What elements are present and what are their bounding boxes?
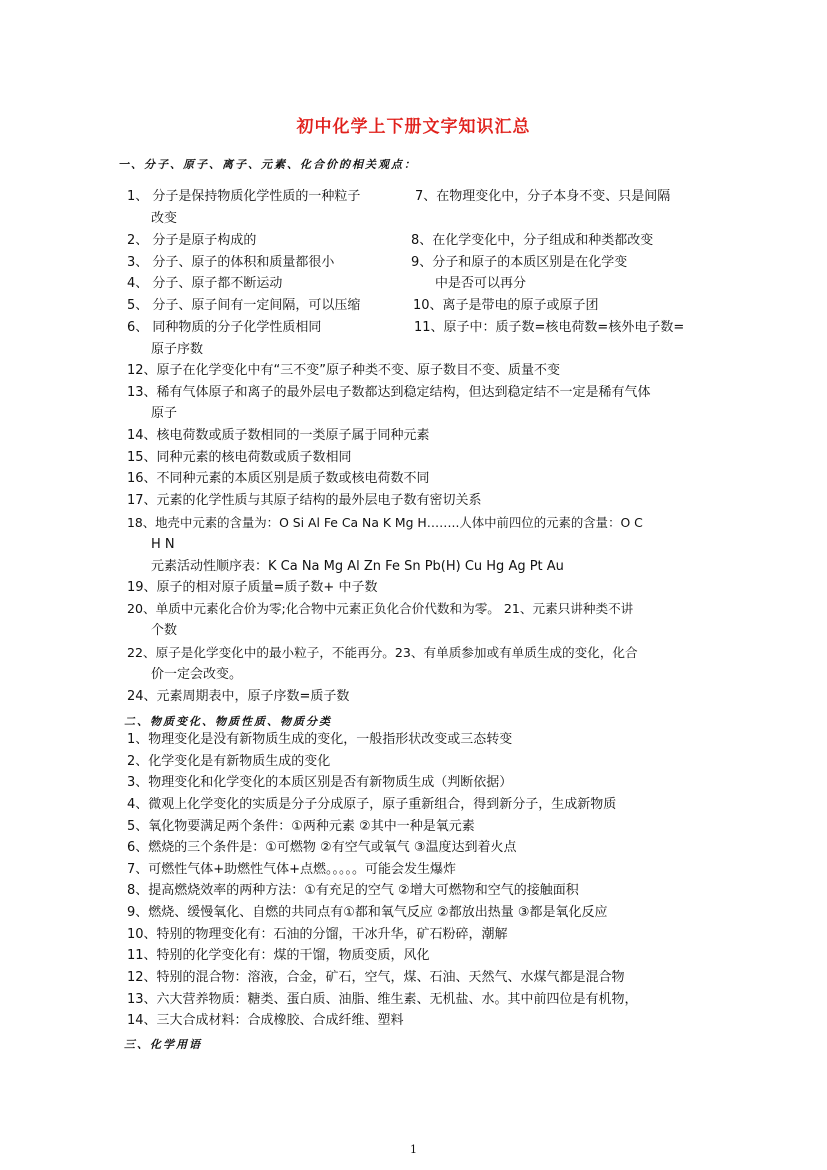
text-line: 1、物理变化是没有新物质生成的变化，一般指形状改变或三态转变 [127, 732, 513, 747]
text-line: 5、氧化物要满足两个条件：①两种元素 ②其中一种是氧元素 [127, 819, 475, 834]
text-line: 11、原子中：质子数=核电荷数=核外电子数= [414, 320, 685, 335]
text-line: 14、核电荷数或质子数相同的一类原子属于同种元素 [127, 428, 430, 443]
text-line: 12、特别的混合物：溶液，合金，矿石，空气，煤、石油、天然气、水煤气都是混合物 [127, 970, 625, 985]
text-line: 17、元素的化学性质与其原子结构的最外层电子数有密切关系 [127, 493, 482, 508]
text-line: 7、在物理变化中，分子本身不变、只是间隔 [415, 189, 671, 204]
text-line: 24、元素周期表中，原子序数=质子数 [127, 689, 350, 704]
section-heading-1: 一、分子、原子、离子、元素、化合价的相关观点： [118, 158, 417, 171]
text-line: 中是否可以再分 [435, 276, 527, 291]
text-line: 11、特别的化学变化有：煤的干馏，物质变质，风化 [127, 948, 430, 963]
text-line: 价一定会改变。 [151, 667, 243, 682]
text-line: 4、微观上化学变化的实质是分子分成原子，原子重新组合，得到新分子，生成新物质 [127, 797, 617, 812]
text-line: 5、 分子、原子间有一定间隔，可以压缩 [127, 298, 361, 313]
text-line: 改变 [151, 211, 178, 226]
text-line: 13、六大营养物质：糖类、蛋白质、油脂、维生素、无机盐、水。其中前四位是有机物， [127, 992, 638, 1007]
text-line: 14、三大合成材料：合成橡胶、合成纤维、塑料 [127, 1013, 404, 1028]
text-line: 8、在化学变化中，分子组成和种类都改变 [411, 233, 654, 248]
text-line: 12、原子在化学变化中有“三不变”原子种类不变、原子数目不变、质量不变 [127, 363, 561, 378]
text-line: 原子 [151, 406, 178, 421]
text-line: 16、不同种元素的本质区别是质子数或核电荷数不同 [127, 471, 430, 486]
section-heading-3: 三、化学用语 [124, 1038, 202, 1051]
text-line: 3、 分子、原子的体积和质量都很小 [127, 255, 335, 270]
text-line: 6、 同种物质的分子化学性质相同 [127, 320, 322, 335]
text-line: 元素活动性顺序表：K Ca Na Mg Al Zn Fe Sn Pb(H) Cu Hg Ag Pt Au [151, 559, 564, 574]
text-line: 10、离子是带电的原子或原子团 [413, 298, 599, 313]
section-heading-2: 二、物质变化、物质性质、物质分类 [124, 715, 332, 728]
page-number: 1 [410, 1143, 417, 1156]
text-line: 22、原子是化学变化中的最小粒子，不能再分。23、有单质参加或有单质生成的变化，化合 [127, 645, 638, 660]
text-line: 4、 分子、原子都不断运动 [127, 276, 283, 291]
text-line: 10、特别的物理变化有：石油的分馏，干冰升华，矿石粉碎，潮解 [127, 927, 508, 942]
text-line: 20、单质中元素化合价为零;化合物中元素正负化合价代数和为零。 21、元素只讲种类不讲 [127, 601, 634, 616]
text-line: 19、原子的相对原子质量=质子数+ 中子数 [127, 580, 378, 595]
text-line: 8、提高燃烧效率的两种方法：①有充足的空气 ②增大可燃物和空气的接触面积 [127, 883, 579, 898]
text-line: 2、 分子是原子构成的 [127, 233, 257, 248]
text-line: 2、化学变化是有新物质生成的变化 [127, 754, 331, 769]
page-title: 初中化学上下册文字知识汇总 [296, 117, 531, 137]
text-line: 15、同种元素的核电荷数或质子数相同 [127, 450, 352, 465]
text-line: 个数 [151, 623, 178, 638]
text-line: 18、地壳中元素的含量为：O Si Al Fe Ca Na K Mg H……..人体中前四位的元素的含量：O C [127, 515, 643, 530]
text-line: 原子序数 [151, 342, 204, 357]
text-line: 9、分子和原子的本质区别是在化学变 [411, 255, 628, 270]
text-line: 6、燃烧的三个条件是：①可燃物 ②有空气或氧气 ③温度达到着火点 [127, 840, 517, 855]
text-line: 9、燃烧、缓慢氧化、自燃的共同点有①都和氧气反应 ②都放出热量 ③都是氧化反应 [127, 905, 608, 920]
text-line: 3、物理变化和化学变化的本质区别是否有新物质生成（判断依据） [127, 775, 513, 790]
text-line: 13、稀有气体原子和离子的最外层电子数都达到稳定结构，但达到稳定结不一定是稀有气体 [127, 385, 651, 400]
text-line: 1、 分子是保持物质化学性质的一种粒子 [127, 189, 361, 204]
text-line: 7、可燃性气体+助燃性气体+点燃。。。。。可能会发生爆炸 [127, 862, 457, 877]
text-line: H N [151, 537, 175, 552]
